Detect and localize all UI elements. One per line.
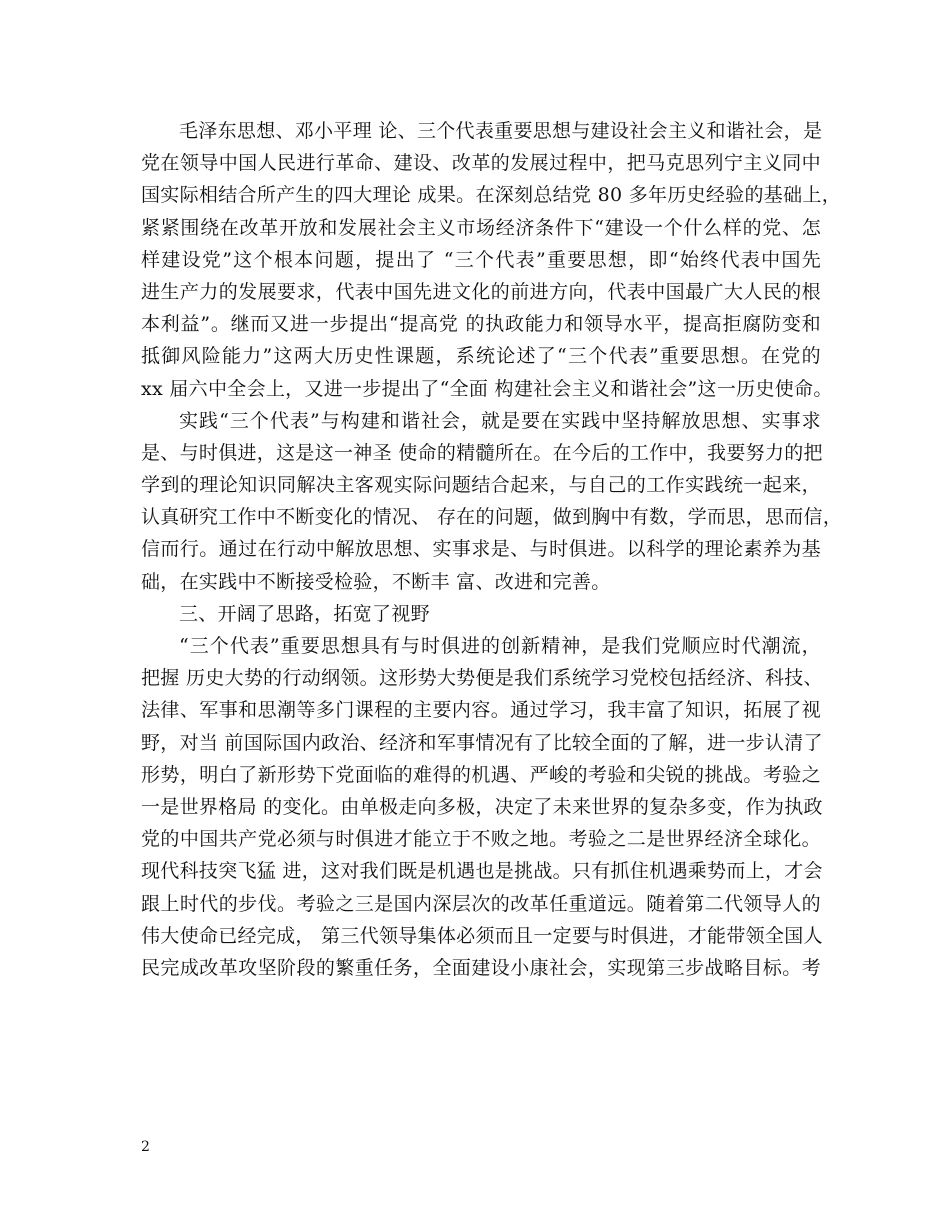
- text-line: 党的中国共产党必须与时俱进才能立于不败之地。考验之二是世界经济全球化。: [141, 828, 821, 851]
- page-number: 2: [141, 1139, 150, 1155]
- text-line: 学到的理论知识同解决主客观实际问题结合起来，与自己的工作实践统一起来，: [141, 474, 821, 497]
- section-heading-text: 三、开阔了思路，拓宽了视野: [179, 602, 430, 625]
- text-line: 是、与时俱进，这是这一神圣 使命的精髓所在。在今后的工作中，我要努力的把: [141, 441, 823, 464]
- text-line: 样建设党”这个根本问题，提出了 “三个代表”重要思想，即“始终代表中国先: [141, 248, 821, 271]
- text-line: 信而行。通过在行动中解放思想、实事求是、与时俱进。以科学的理论素养为基: [141, 538, 821, 561]
- text-line: 本利益”。继而又进一步提出“提高党 的执政能力和领导水平，提高拒腐防变和: [141, 313, 821, 336]
- paragraph: [141, 631, 821, 983]
- paragraph: [141, 406, 843, 597]
- text-line: 紧紧围绕在改革开放和发展社会主义市场经济条件下“建设一个什么样的党、怎: [141, 216, 821, 239]
- text-line: 形势，明白了新形势下党面临的难得的机遇、严峻的考验和尖锐的挑战。考验之: [141, 763, 821, 786]
- paragraph: [141, 116, 841, 404]
- text-line: 野，对当 前国际国内政治、经济和军事情况有了比较全面的了解，进一步认清了: [141, 731, 823, 754]
- text-line: 跟上时代的步伐。考验之三是国内深层次的改革任重道远。随着第二代领导人的: [141, 892, 821, 915]
- text-line: “三个代表”重要思想具有与时俱进的创新精神，是我们党顺应时代潮流，: [179, 635, 821, 657]
- text-line: 伟大使命已经完成， 第三代领导集体必须而且一定要与时俱进，才能带领全国人: [141, 924, 823, 947]
- text-line: 法律、军事和思潮等多门课程的主要内容。通过学习，我丰富了知识，拓展了视: [141, 699, 821, 722]
- text-line: 认真研究工作中不断变化的情况、 存在的问题，做到胸中有数，学而思，思而信，: [141, 506, 843, 529]
- text-line: 毛泽东思想、邓小平理 论、三个代表重要思想与建设社会主义和谐社会，是: [179, 120, 823, 142]
- text-line: 党在领导中国人民进行革命、建设、改革的发展过程中，把马克思列宁主义同中: [141, 152, 821, 175]
- text-line: xx 届六中全会上，又进一步提出了“全面 构建社会主义和谐社会”这一历史使命。: [141, 377, 833, 400]
- text-line: 国实际相结合所产生的四大理论 成果。在深刻总结党 80 多年历史经验的基础上，: [141, 184, 841, 207]
- text-line: 把握 历史大势的行动纲领。这形势大势便是我们系统学习党校包括经济、科技、: [141, 667, 823, 690]
- text-line: 础，在实践中不断接受检验，不断丰 富、改进和完善。: [141, 570, 611, 593]
- text-line: 民完成改革攻坚阶段的繁重任务，全面建设小康社会，实现第三步战略目标。考: [141, 956, 821, 979]
- text-line: 抵御风险能力”这两大历史性课题，系统论述了“三个代表”重要思想。在党的: [141, 345, 821, 368]
- text-line: 进生产力的发展要求，代表中国先进文化的前进方向，代表中国最广大人民的根: [141, 280, 821, 303]
- section-heading: [141, 599, 821, 629]
- text-line: 实践“三个代表”与构建和谐社会，就是要在实践中坚持解放思想、实事求: [179, 409, 821, 432]
- text-line: 一是世界格局 的变化。由单极走向多极，决定了未来世界的复杂多变，作为执政: [141, 795, 823, 818]
- text-line: 现代科技突飞猛 进，这对我们既是机遇也是挑战。只有抓住机遇乘势而上，才会: [141, 860, 823, 883]
- page-body: [141, 116, 843, 985]
